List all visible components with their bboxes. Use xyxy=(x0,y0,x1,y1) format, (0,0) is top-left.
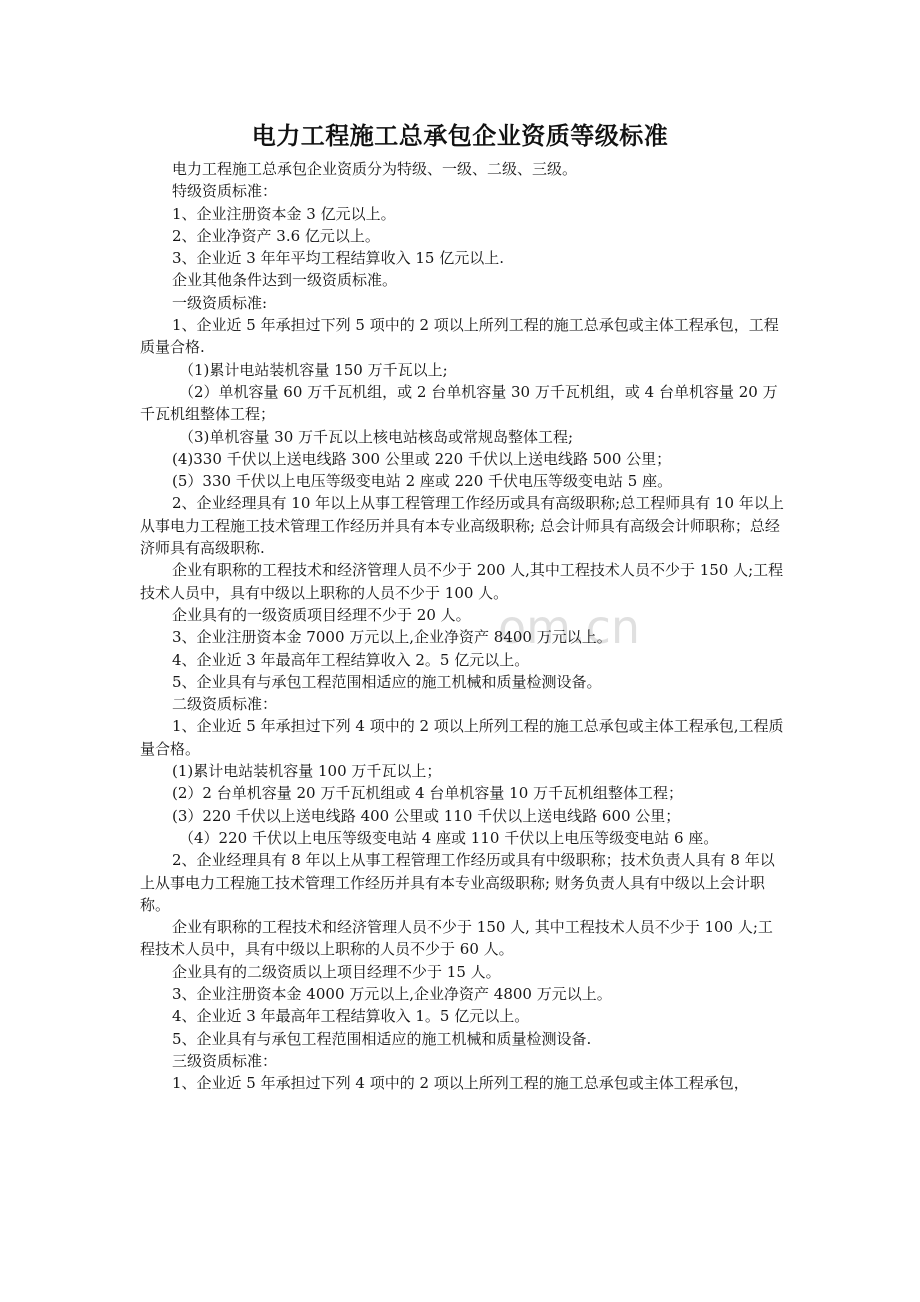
list-item: (1)累计电站装机容量 100 万千瓦以上； xyxy=(172,762,442,781)
paragraph: 企业有职称的工程技术和经济管理人员不少于 200 人,其中工程技术人员不少于 150 人;工程技术人员中，具有中级以上职称的人员不少于 100 人。 xyxy=(140,561,784,602)
paragraph: 3、企业近 3 年年平均工程结算收入 15 亿元以上. xyxy=(172,249,505,268)
section-heading-grade1: 一级资质标准: xyxy=(172,293,268,312)
paragraph: 企业有职称的工程技术和经济管理人员不少于 150 人, 其中工程技术人员不少于 100 人;工程技术人员中，具有中级以上职称的人员不少于 60 人。 xyxy=(140,918,773,959)
paragraph: 企业其他条件达到一级资质标准。 xyxy=(172,271,398,290)
section-heading-special: 特级资质标准： xyxy=(172,182,278,201)
list-item: (4)330 千伏以上送电线路 300 公里或 220 千伏以上送电线路 500 公里； xyxy=(172,449,672,468)
document-title: 电力工程施工总承包企业资质等级标准 xyxy=(251,122,669,150)
paragraph: 1、企业近 5 年承担过下列 4 项中的 2 项以上所列工程的施工总承包或主体工程承包， xyxy=(172,1074,749,1093)
paragraph: 1、企业注册资本金 3 亿元以上。 xyxy=(172,204,396,223)
paragraph: 1、企业近 5 年承担过下列 5 项中的 2 项以上所列工程的施工总承包或主体工程承包，工程质量合格. xyxy=(140,316,779,357)
list-item: （1)累计电站装机容量 150 万千瓦以上; xyxy=(179,360,448,379)
paragraph: 1、企业近 5 年承担过下列 4 项中的 2 项以上所列工程的施工总承包或主体工程承包,工程质量合格。 xyxy=(140,717,784,758)
list-item: (2）2 台单机容量 20 万千瓦机组或 4 台单机容量 10 万千瓦机组整体工程； xyxy=(172,784,684,803)
paragraph: 4、企业近 3 年最高年工程结算收入 1。5 亿元以上。 xyxy=(172,1007,530,1026)
paragraph: 2、企业净资产 3.6 亿元以上。 xyxy=(172,226,380,245)
watermark: om.cn xyxy=(498,600,641,654)
list-item: （2）单机容量 60 万千瓦机组，或 2 台单机容量 30 万千瓦机组，或 4 台单机容量 20 万千瓦机组整体工程； xyxy=(140,382,778,424)
list-item: (5）330 千伏以上电压等级变电站 2 座或 220 千伏电压等级变电站 5 座。 xyxy=(172,472,673,491)
paragraph: 4、企业近 3 年最高年工程结算收入 2。5 亿元以上。 xyxy=(172,650,530,669)
paragraph: 5、企业具有与承包工程范围相适应的施工机械和质量检测设备. xyxy=(172,1029,592,1048)
paragraph: 企业具有的一级资质项目经理不少于 20 人。 xyxy=(172,605,471,624)
paragraph: 电力工程施工总承包企业资质分为特级、一级、二级、三级。 xyxy=(172,160,578,178)
paragraph: 2、企业经理具有 10 年以上从事工程管理工作经历或具有高级职称;总工程师具有 10 年以上从事电力工程施工技术管理工作经历并具有本专业高级职称; 总会计师具有高级会计师职称；总经济师具有高级职称. xyxy=(140,494,784,558)
paragraph: 企业具有的二级资质以上项目经理不少于 15 人。 xyxy=(172,962,501,981)
section-heading-grade3: 三级资质标准： xyxy=(172,1051,278,1070)
list-item: （3)单机容量 30 万千瓦以上核电站核岛或常规岛整体工程; xyxy=(179,427,574,446)
list-item: （4）220 千伏以上电压等级变电站 4 座或 110 千伏以上电压等级变电站 6 座。 xyxy=(179,828,719,847)
paragraph: 5、企业具有与承包工程范围相适应的施工机械和质量检测设备。 xyxy=(172,672,602,691)
section-heading-grade2: 二级资质标准： xyxy=(172,695,278,714)
paragraph: 2、企业经理具有 8 年以上从事工程管理工作经历或具有中级职称；技术负责人具有 8 年以上从事电力工程施工技术管理工作经历并具有本专业高级职称; 财务负责人具有中级以上会计职称。 xyxy=(140,851,775,914)
document-body xyxy=(140,158,785,1094)
paragraph: 3、企业注册资本金 7000 万元以上,企业净资产 8400 万元以上。 xyxy=(172,628,612,647)
list-item: (3）220 千伏以上送电线路 400 公里或 110 千伏以上送电线路 600 公里； xyxy=(172,806,681,825)
paragraph: 3、企业注册资本金 4000 万元以上,企业净资产 4800 万元以上。 xyxy=(172,984,612,1003)
